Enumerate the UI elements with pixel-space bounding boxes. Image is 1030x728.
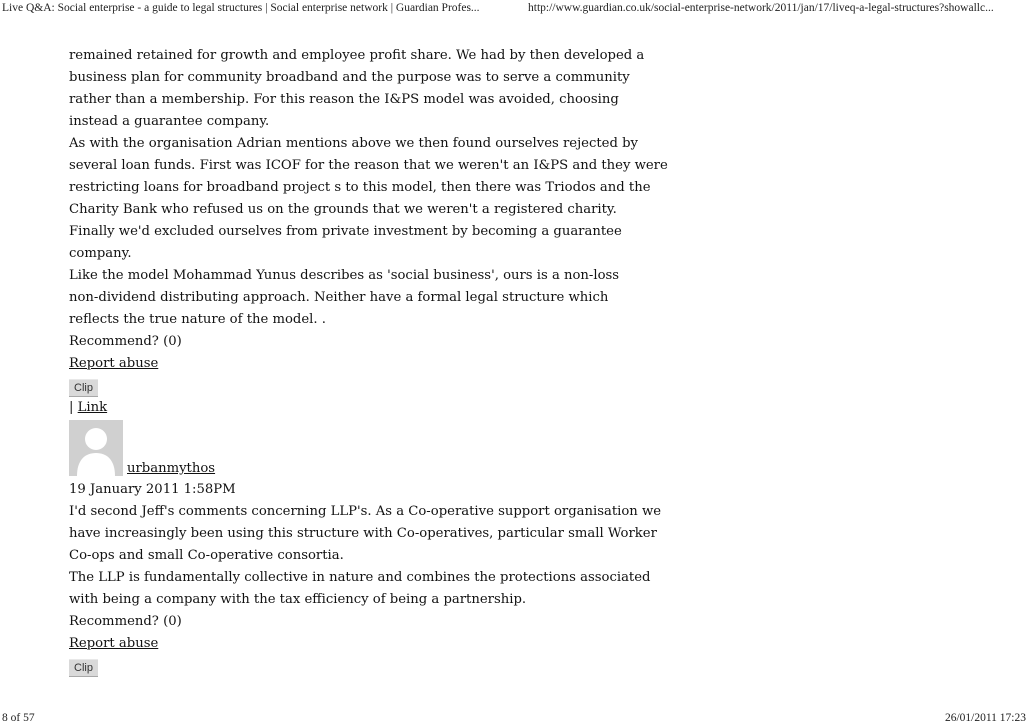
comment-text-line: reflects the true nature of the model. .	[69, 312, 326, 327]
comment-text-line: have increasingly been using this structure with Co-operatives, particular small Worker	[69, 526, 657, 541]
comment-text-line: instead a guarantee company.	[69, 114, 270, 129]
comment-timestamp: 19 January 2011 1:58PM	[69, 482, 236, 497]
recommend-count[interactable]: Recommend? (0)	[69, 334, 182, 349]
comment-text-line: non-dividend distributing approach. Neither have a formal legal structure which	[69, 290, 609, 305]
permalink[interactable]: Link	[77, 400, 108, 415]
comment-text-line: restricting loans for broadband project s to this model, then there was Triodos and the	[69, 180, 651, 195]
comment-text-line: The LLP is fundamentally collective in nature and combines the protections associated	[69, 570, 651, 585]
comment-text-line: Co-ops and small Co-operative consortia.	[69, 548, 344, 563]
clip-button[interactable]: Clip	[69, 659, 98, 677]
comment-text-line: with being a company with the tax efficiency of being a partnership.	[69, 592, 527, 607]
page-title: Live Q&A: Social enterprise - a guide to legal structures | Social enterprise network | Guardian Profes...	[2, 2, 480, 14]
comment-text-line: Finally we'd excluded ourselves from private investment by becoming a guarantee	[69, 224, 622, 239]
comment-body-1	[69, 45, 669, 331]
comment-text-line: Charity Bank who refused us on the grounds that we weren't a registered charity.	[69, 202, 617, 217]
print-header	[0, 2, 1030, 18]
user-silhouette-icon	[69, 420, 123, 476]
comments-content	[69, 45, 669, 677]
avatar[interactable]	[69, 420, 123, 476]
report-abuse-link[interactable]: Report abuse	[69, 636, 159, 651]
comment-text-line: remained retained for growth and employee profit share. We had by then developed a	[69, 48, 645, 63]
comment-text-line: As with the organisation Adrian mentions above we then found ourselves rejected by	[69, 136, 638, 151]
page-number: 8 of 57	[2, 712, 35, 724]
link-separator: |	[69, 400, 78, 415]
recommend-count[interactable]: Recommend? (0)	[69, 614, 182, 629]
comment-text-line: rather than a membership. For this reason the I&PS model was avoided, choosing	[69, 92, 619, 107]
print-datetime: 26/01/2011 17:23	[944, 712, 1026, 724]
comment-text-line: company.	[69, 246, 132, 261]
print-footer	[0, 712, 1030, 728]
comment-text-line: I'd second Jeff's comments concerning LLP's. As a Co-operative support organisation we	[69, 504, 662, 519]
report-abuse-link[interactable]: Report abuse	[69, 356, 159, 371]
comment-text-line: Like the model Mohammad Yunus describes as 'social business', ours is a non-loss	[69, 268, 620, 283]
comment-text-line: business plan for community broadband and the purpose was to serve a community	[69, 70, 630, 85]
clip-button[interactable]: Clip	[69, 379, 98, 397]
comment-text-line: several loan funds. First was ICOF for the reason that we weren't an I&PS and they were	[69, 158, 668, 173]
comment-author-row	[69, 420, 669, 479]
page-url: http://www.guardian.co.uk/social-enterprise-network/2011/jan/17/liveq-a-legal-structures?showallc...	[528, 2, 994, 14]
comment-body-2	[69, 501, 669, 611]
author-name-link[interactable]: urbanmythos	[127, 461, 216, 476]
